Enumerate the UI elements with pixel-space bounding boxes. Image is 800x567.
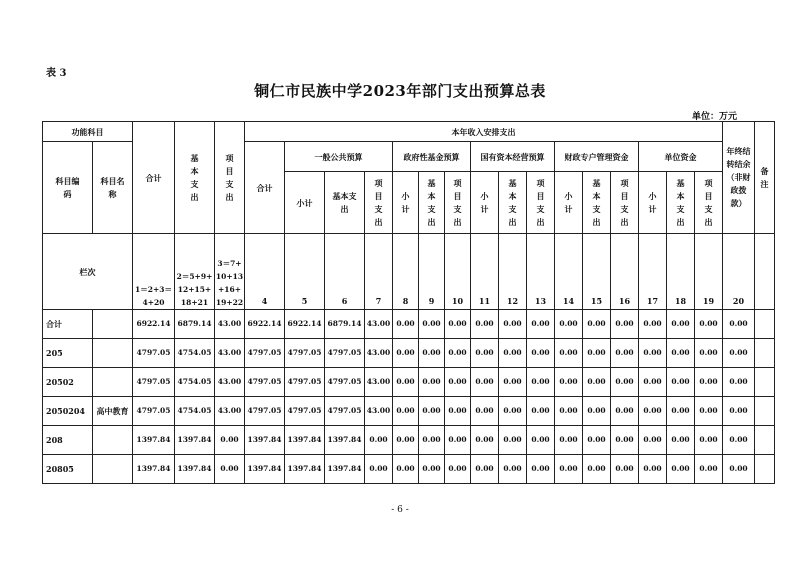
value-cell: 0.00: [583, 455, 611, 484]
value-cell: 0.00: [445, 397, 471, 426]
value-cell: 0.00: [215, 426, 245, 455]
header-state-capital: 国有资本经营预算: [471, 142, 555, 172]
value-cell: 6922.14: [133, 310, 175, 339]
value-cell: 0.00: [583, 339, 611, 368]
value-cell: 0.00: [527, 368, 555, 397]
value-cell: 0.00: [527, 310, 555, 339]
value-cell: 4797.05: [133, 397, 175, 426]
value-cell: 0.00: [419, 339, 445, 368]
col-number: 8: [393, 234, 419, 310]
value-cell: 43.00: [215, 339, 245, 368]
value-cell: 43.00: [365, 397, 393, 426]
value-cell: 0.00: [393, 455, 419, 484]
value-cell: 43.00: [215, 397, 245, 426]
value-cell: 1397.84: [325, 426, 365, 455]
subject-code-cell: 20805: [43, 455, 93, 484]
header-project-exp: 项目支出: [215, 122, 245, 234]
value-cell: 0.00: [419, 455, 445, 484]
subheader-subtotal: 小计: [285, 172, 325, 234]
col-number: 10: [445, 234, 471, 310]
value-cell: 0.00: [365, 426, 393, 455]
value-cell: 0.00: [555, 310, 583, 339]
value-cell: 0.00: [445, 426, 471, 455]
header-remark: 备注: [755, 122, 775, 234]
remark-cell: [755, 455, 775, 484]
header-unit-fund: 单位资金: [639, 142, 723, 172]
table-row: [43, 310, 775, 339]
value-cell: 0.00: [499, 339, 527, 368]
col-number: 14: [555, 234, 583, 310]
value-cell: 0.00: [667, 455, 695, 484]
value-cell: 0.00: [215, 455, 245, 484]
value-cell: 0.00: [527, 426, 555, 455]
value-cell: 0.00: [419, 397, 445, 426]
value-cell: 0.00: [555, 368, 583, 397]
value-cell: 0.00: [393, 368, 419, 397]
subject-name-cell: [93, 368, 133, 397]
col-number: 13: [527, 234, 555, 310]
subheader-project: 项目支出: [695, 172, 723, 234]
subheader-basic: 基本支出: [419, 172, 445, 234]
value-cell: 0.00: [527, 455, 555, 484]
value-cell: 0.00: [393, 310, 419, 339]
value-cell: 0.00: [611, 310, 639, 339]
value-cell: 0.00: [393, 426, 419, 455]
value-cell: 0.00: [393, 397, 419, 426]
subheader-small: 小计: [555, 172, 583, 234]
formula-col2: 2＝5+9+12+15+18+21: [175, 234, 215, 310]
value-cell: 0.00: [471, 368, 499, 397]
value-cell: 0.00: [555, 455, 583, 484]
value-cell: 0.00: [393, 339, 419, 368]
value-cell: 0.00: [611, 397, 639, 426]
remark-cell: [755, 339, 775, 368]
value-cell: 0.00: [365, 455, 393, 484]
value-cell: 4797.05: [285, 339, 325, 368]
value-cell: 0.00: [723, 368, 755, 397]
header-sub-total: 合计: [245, 142, 285, 234]
value-cell: 0.00: [667, 426, 695, 455]
subheader-project: 项目支出: [611, 172, 639, 234]
subheader-small: 小计: [639, 172, 667, 234]
col-number: 6: [325, 234, 365, 310]
col-number: 18: [667, 234, 695, 310]
value-cell: 0.00: [499, 368, 527, 397]
remark-cell: [755, 426, 775, 455]
value-cell: 43.00: [215, 368, 245, 397]
remark-cell: [755, 234, 775, 310]
subject-name-cell: [93, 426, 133, 455]
col-number: 19: [695, 234, 723, 310]
subheader-project: 项目支出: [365, 172, 393, 234]
value-cell: 1397.84: [133, 426, 175, 455]
value-cell: 0.00: [445, 310, 471, 339]
header-general-budget: 一般公共预算: [285, 142, 393, 172]
value-cell: 4797.05: [325, 397, 365, 426]
value-cell: 0.00: [471, 310, 499, 339]
value-cell: 0.00: [445, 455, 471, 484]
col-number: 7: [365, 234, 393, 310]
value-cell: 43.00: [365, 368, 393, 397]
value-cell: 0.00: [583, 426, 611, 455]
col-number: 17: [639, 234, 667, 310]
value-cell: 0.00: [695, 426, 723, 455]
value-cell: 1397.84: [285, 455, 325, 484]
value-cell: 43.00: [365, 310, 393, 339]
table-label: 表 3: [46, 68, 67, 79]
header-func-subject: 功能科目: [43, 122, 133, 142]
value-cell: 0.00: [471, 397, 499, 426]
header-fiscal-special: 财政专户管理资金: [555, 142, 639, 172]
table-row: [43, 455, 775, 484]
value-cell: 0.00: [471, 426, 499, 455]
value-cell: 0.00: [695, 368, 723, 397]
col-number: 12: [499, 234, 527, 310]
subject-code-cell: 205: [43, 339, 93, 368]
value-cell: 1397.84: [245, 426, 285, 455]
col-number: 4: [245, 234, 285, 310]
subheader-basic: 基本支出: [583, 172, 611, 234]
value-cell: 0.00: [639, 310, 667, 339]
value-cell: 0.00: [723, 339, 755, 368]
value-cell: 0.00: [527, 339, 555, 368]
value-cell: 0.00: [639, 368, 667, 397]
table-row: [43, 368, 775, 397]
subject-code-cell: 合计: [43, 310, 93, 339]
subheader-project: 项目支出: [527, 172, 555, 234]
value-cell: 0.00: [611, 368, 639, 397]
value-cell: 0.00: [555, 426, 583, 455]
budget-table: [42, 121, 775, 484]
value-cell: 0.00: [445, 339, 471, 368]
header-subject-name: 科目名称: [93, 142, 133, 234]
row-index-label: 栏次: [43, 234, 133, 310]
value-cell: 4797.05: [245, 339, 285, 368]
value-cell: 4797.05: [133, 339, 175, 368]
value-cell: 1397.84: [245, 455, 285, 484]
value-cell: 0.00: [419, 310, 445, 339]
value-cell: 0.00: [583, 397, 611, 426]
value-cell: 6879.14: [175, 310, 215, 339]
subheader-project: 项目支出: [445, 172, 471, 234]
value-cell: 1397.84: [133, 455, 175, 484]
remark-cell: [755, 397, 775, 426]
value-cell: 0.00: [499, 426, 527, 455]
value-cell: 4797.05: [325, 339, 365, 368]
value-cell: 0.00: [471, 455, 499, 484]
value-cell: 0.00: [723, 426, 755, 455]
value-cell: 0.00: [499, 397, 527, 426]
header-gov-fund: 政府性基金预算: [393, 142, 471, 172]
remark-cell: [755, 310, 775, 339]
subheader-basic: 基本支出: [325, 172, 365, 234]
header-carryover: 年终结转结余（非财政拨款）: [723, 122, 755, 234]
value-cell: 0.00: [639, 397, 667, 426]
value-cell: 0.00: [695, 455, 723, 484]
value-cell: 0.00: [583, 368, 611, 397]
header-subject-code: 科目编码: [43, 142, 93, 234]
value-cell: 4797.05: [325, 368, 365, 397]
value-cell: 1397.84: [175, 455, 215, 484]
subheader-basic: 基本支出: [499, 172, 527, 234]
value-cell: 0.00: [611, 455, 639, 484]
value-cell: 0.00: [639, 426, 667, 455]
subject-name-cell: 高中教育: [93, 397, 133, 426]
subject-code-cell: 20502: [43, 368, 93, 397]
col-number: 5: [285, 234, 325, 310]
value-cell: 0.00: [723, 455, 755, 484]
value-cell: 0.00: [611, 426, 639, 455]
table-row: [43, 397, 775, 426]
value-cell: 0.00: [583, 310, 611, 339]
subject-code-cell: 208: [43, 426, 93, 455]
table-row: [43, 426, 775, 455]
value-cell: 0.00: [419, 368, 445, 397]
value-cell: 4797.05: [133, 368, 175, 397]
value-cell: 1397.84: [325, 455, 365, 484]
page-title: 铜仁市民族中学2023年部门支出预算总表: [254, 82, 546, 100]
value-cell: 43.00: [365, 339, 393, 368]
value-cell: 6879.14: [325, 310, 365, 339]
value-cell: 0.00: [695, 310, 723, 339]
value-cell: 0.00: [667, 368, 695, 397]
subheader-basic: 基本支出: [667, 172, 695, 234]
subject-name-cell: [93, 310, 133, 339]
table-body: [43, 310, 775, 484]
header-total: 合计: [133, 122, 175, 234]
col-number: 9: [419, 234, 445, 310]
value-cell: 0.00: [471, 339, 499, 368]
value-cell: 4754.05: [175, 368, 215, 397]
value-cell: 0.00: [555, 339, 583, 368]
subheader-small: 小计: [393, 172, 419, 234]
value-cell: 4797.05: [285, 397, 325, 426]
value-cell: 0.00: [499, 310, 527, 339]
value-cell: 0.00: [667, 339, 695, 368]
col-number: 16: [611, 234, 639, 310]
value-cell: 0.00: [695, 339, 723, 368]
header-income-expense: 本年收入安排支出: [245, 122, 723, 142]
table-header: [43, 122, 775, 310]
subject-name-cell: [93, 339, 133, 368]
value-cell: 1397.84: [285, 426, 325, 455]
unit-label: 单位：万元: [692, 112, 738, 122]
subheader-small: 小计: [471, 172, 499, 234]
value-cell: 4754.05: [175, 339, 215, 368]
formula-col3: 3＝7+10+13+16+19+22: [215, 234, 245, 310]
value-cell: 0.00: [499, 455, 527, 484]
value-cell: 0.00: [611, 339, 639, 368]
value-cell: 0.00: [667, 397, 695, 426]
value-cell: 0.00: [723, 397, 755, 426]
formula-col1: 1＝2+3＝4+20: [133, 234, 175, 310]
header-basic-exp: 基本支出: [175, 122, 215, 234]
subject-code-cell: 2050204: [43, 397, 93, 426]
col-number: 20: [723, 234, 755, 310]
value-cell: 0.00: [555, 397, 583, 426]
value-cell: 4797.05: [245, 368, 285, 397]
col-number: 11: [471, 234, 499, 310]
value-cell: 43.00: [215, 310, 245, 339]
value-cell: 6922.14: [245, 310, 285, 339]
page-number: - 6 -: [391, 505, 409, 515]
value-cell: 0.00: [445, 368, 471, 397]
value-cell: 6922.14: [285, 310, 325, 339]
subject-name-cell: [93, 455, 133, 484]
col-number: 15: [583, 234, 611, 310]
value-cell: 4754.05: [175, 397, 215, 426]
value-cell: 0.00: [723, 310, 755, 339]
remark-cell: [755, 368, 775, 397]
value-cell: 0.00: [639, 455, 667, 484]
value-cell: 0.00: [639, 339, 667, 368]
value-cell: 0.00: [695, 397, 723, 426]
value-cell: 1397.84: [175, 426, 215, 455]
table-row: [43, 339, 775, 368]
value-cell: 0.00: [527, 397, 555, 426]
value-cell: 4797.05: [245, 397, 285, 426]
value-cell: 0.00: [667, 310, 695, 339]
value-cell: 0.00: [419, 426, 445, 455]
value-cell: 4797.05: [285, 368, 325, 397]
